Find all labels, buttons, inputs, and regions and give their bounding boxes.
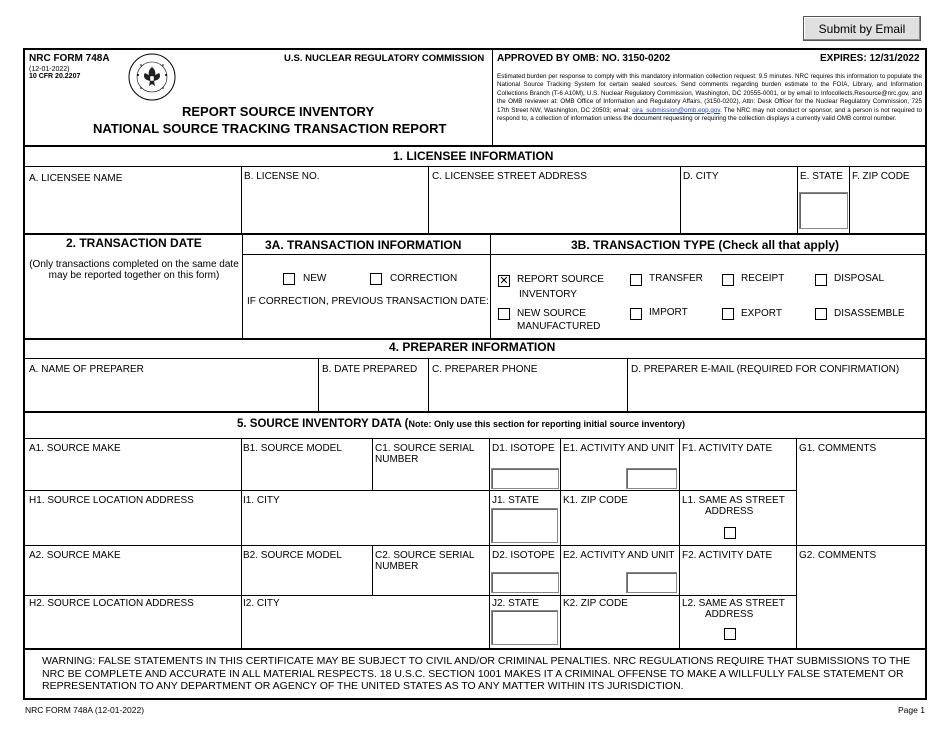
section1-title: 1. LICENSEE INFORMATION — [393, 149, 554, 163]
section3a-title: 3A. TRANSACTION INFORMATION — [265, 238, 462, 252]
agency-name: U.S. NUCLEAR REGULATORY COMMISSION — [284, 53, 485, 64]
correction-label: CORRECTION — [390, 273, 458, 284]
licensee-state-input[interactable] — [799, 192, 848, 229]
export-checkbox[interactable] — [722, 308, 734, 320]
import-checkbox[interactable] — [630, 308, 642, 320]
a2-label: A2. SOURCE MAKE — [29, 550, 121, 561]
b2-label: B2. SOURCE MODEL — [243, 550, 342, 561]
transfer-label: TRANSFER — [649, 273, 703, 284]
preparer-email-label: D. PREPARER E-MAIL (REQUIRED FOR CONFIRMATION) — [631, 364, 900, 375]
l1-same-address-checkbox[interactable] — [724, 527, 736, 539]
a1-label: A1. SOURCE MAKE — [29, 443, 121, 454]
export-label: EXPORT — [741, 308, 782, 319]
e2-label: E2. ACTIVITY AND UNIT — [563, 550, 675, 561]
c2-label: C2. SOURCE SERIAL NUMBER — [375, 550, 475, 572]
j2-state-input[interactable] — [491, 610, 558, 645]
new-source-label-1: NEW SOURCE — [517, 308, 586, 319]
j2-label: J2. STATE — [492, 598, 539, 609]
e2-unit-input[interactable] — [626, 572, 677, 593]
license-no-label: B. LICENSE NO. — [244, 171, 320, 182]
e1-unit-input[interactable] — [626, 468, 677, 489]
receipt-label: RECEIPT — [741, 273, 785, 284]
nrc-seal-icon — [128, 53, 176, 101]
burden-statement: Estimated burden per response to comply with this mandatory information collection request: 9.5 minutes. NRC requires this information to populate the National Source Tracking System for certain sealed sources. Send comments regarding burden estimate to the FOIA, Library, and Information Collections Branch (T-6 A10M), U.S. Nuclear Regulatory Commission, Washington, DC 20555-0001, or by email to Infocollects.Resource@nrc.gov, and the OMB reviewer at: OMB Office of Information and Regulatory Affairs, (3150-0202), Attn: Desk Officer for the Nuclear Regulatory Commission, 725 17th Street NW, Washington, DC 20503; email: oira_submission@omb.eop.gov. The NRC may not conduct or sponsor, and a person is not required to respond to, a collection of information unless the document requesting or requiring the collection displays a currently valid OMB control number. — [497, 73, 922, 123]
c1-label: C1. SOURCE SERIAL NUMBER — [375, 443, 475, 465]
import-label: IMPORT — [649, 307, 688, 318]
cfr-reference: 10 CFR 20.2207 — [29, 73, 81, 80]
warning-statement: WARNING: FALSE STATEMENTS IN THIS CERTIFICATE MAY BE SUBJECT TO CIVIL AND/OR CRIMINAL PENALTIES. NRC REGULATIONS REQUIRE THAT SUBMISSIONS TO THE NRC BE COMPLETE AND ACCURATE IN ALL MATERIAL RESPECTS. 18 U.S.C. SECTION 1001 MAKES IT A CRIMINAL OFFENSE TO MAKE A WILLFULLY FALSE STATEMENT OR REPRESENTATION TO ANY DEPARTMENT OR AGENCY OF THE UNITED STATES AS TO ANY MATTER WITHIN ITS JURISDICTION. — [42, 655, 911, 693]
previous-date-label: IF CORRECTION, PREVIOUS TRANSACTION DATE: — [247, 296, 489, 307]
disassemble-label: DISASSEMBLE — [834, 308, 905, 319]
preparer-phone-label: C. PREPARER PHONE — [432, 364, 538, 375]
i1-label: I1. CITY — [243, 495, 280, 506]
licensee-city-label: D. CITY — [683, 171, 719, 182]
expiration-date: EXPIRES: 12/31/2022 — [820, 53, 920, 64]
disposal-checkbox[interactable] — [815, 274, 827, 286]
licensee-zip-label: F. ZIP CODE — [852, 171, 910, 182]
form-title-line2: NATIONAL SOURCE TRACKING TRANSACTION REPORT — [93, 121, 447, 136]
new-source-checkbox[interactable] — [498, 308, 510, 320]
section3b-title: 3B. TRANSACTION TYPE (Check all that apply) — [571, 238, 840, 252]
g2-label: G2. COMMENTS — [799, 550, 877, 561]
report-inventory-label-2: INVENTORY — [519, 289, 577, 300]
b1-label: B1. SOURCE MODEL — [243, 443, 342, 454]
l2-label-1: L2. SAME AS STREET — [682, 598, 785, 609]
receipt-checkbox[interactable] — [722, 274, 734, 286]
submit-by-email-button[interactable]: Submit by Email — [803, 16, 921, 41]
g1-label: G1. COMMENTS — [799, 443, 877, 454]
d2-isotope-input[interactable] — [491, 572, 559, 593]
section2-title: 2. TRANSACTION DATE — [66, 236, 202, 250]
i2-label: I2. CITY — [243, 598, 280, 609]
disposal-label: DISPOSAL — [834, 273, 885, 284]
licensee-street-label: C. LICENSEE STREET ADDRESS — [432, 171, 587, 182]
j1-state-input[interactable] — [491, 508, 558, 543]
footer-form-id: NRC FORM 748A (12-01-2022) — [25, 705, 145, 715]
date-prepared-label: B. DATE PREPARED — [322, 364, 418, 375]
form-title-line1: REPORT SOURCE INVENTORY — [182, 104, 375, 119]
licensee-name-label: A. LICENSEE NAME — [29, 173, 123, 184]
f1-label: F1. ACTIVITY DATE — [682, 443, 773, 454]
h1-label: H1. SOURCE LOCATION ADDRESS — [29, 495, 194, 506]
new-source-label-2: MANUFACTURED — [517, 321, 601, 332]
j1-label: J1. STATE — [492, 495, 539, 506]
l2-label-2: ADDRESS — [705, 609, 754, 620]
preparer-name-label: A. NAME OF PREPARER — [29, 364, 144, 375]
licensee-state-label: E. STATE — [800, 171, 843, 182]
report-inventory-checkbox[interactable]: ✕ — [499, 275, 509, 287]
section2-note: (Only transactions completed on the same date may be reported together on this form) — [29, 259, 239, 281]
d1-isotope-input[interactable] — [491, 468, 559, 489]
new-checkbox[interactable] — [283, 273, 295, 285]
footer-page-number: Page 1 — [898, 705, 925, 715]
form-revision: (12-01-2022) — [29, 66, 70, 73]
l1-label-2: ADDRESS — [705, 506, 754, 517]
form-number: NRC FORM 748A — [29, 53, 110, 64]
d1-label: D1. ISOTOPE — [492, 443, 555, 454]
k2-label: K2. ZIP CODE — [563, 598, 628, 609]
new-label: NEW — [303, 273, 327, 284]
oira-email-link[interactable]: oira_submission@omb.eop.gov — [632, 106, 721, 114]
correction-checkbox[interactable] — [370, 273, 382, 285]
l1-label-1: L1. SAME AS STREET — [682, 495, 785, 506]
transfer-checkbox[interactable] — [630, 274, 642, 286]
h2-label: H2. SOURCE LOCATION ADDRESS — [29, 598, 194, 609]
l2-same-address-checkbox[interactable] — [724, 628, 736, 640]
e1-label: E1. ACTIVITY AND UNIT — [563, 443, 675, 454]
report-inventory-label-1: REPORT SOURCE — [517, 274, 604, 285]
k1-label: K1. ZIP CODE — [563, 495, 628, 506]
disassemble-checkbox[interactable] — [815, 308, 827, 320]
section4-title: 4. PREPARER INFORMATION — [389, 340, 556, 354]
d2-label: D2. ISOTOPE — [492, 550, 555, 561]
f2-label: F2. ACTIVITY DATE — [682, 550, 773, 561]
omb-approval: APPROVED BY OMB: NO. 3150-0202 — [497, 53, 671, 64]
section5-title: 5. SOURCE INVENTORY DATA (Note: Only use this section for reporting initial source inventory) — [237, 418, 686, 430]
